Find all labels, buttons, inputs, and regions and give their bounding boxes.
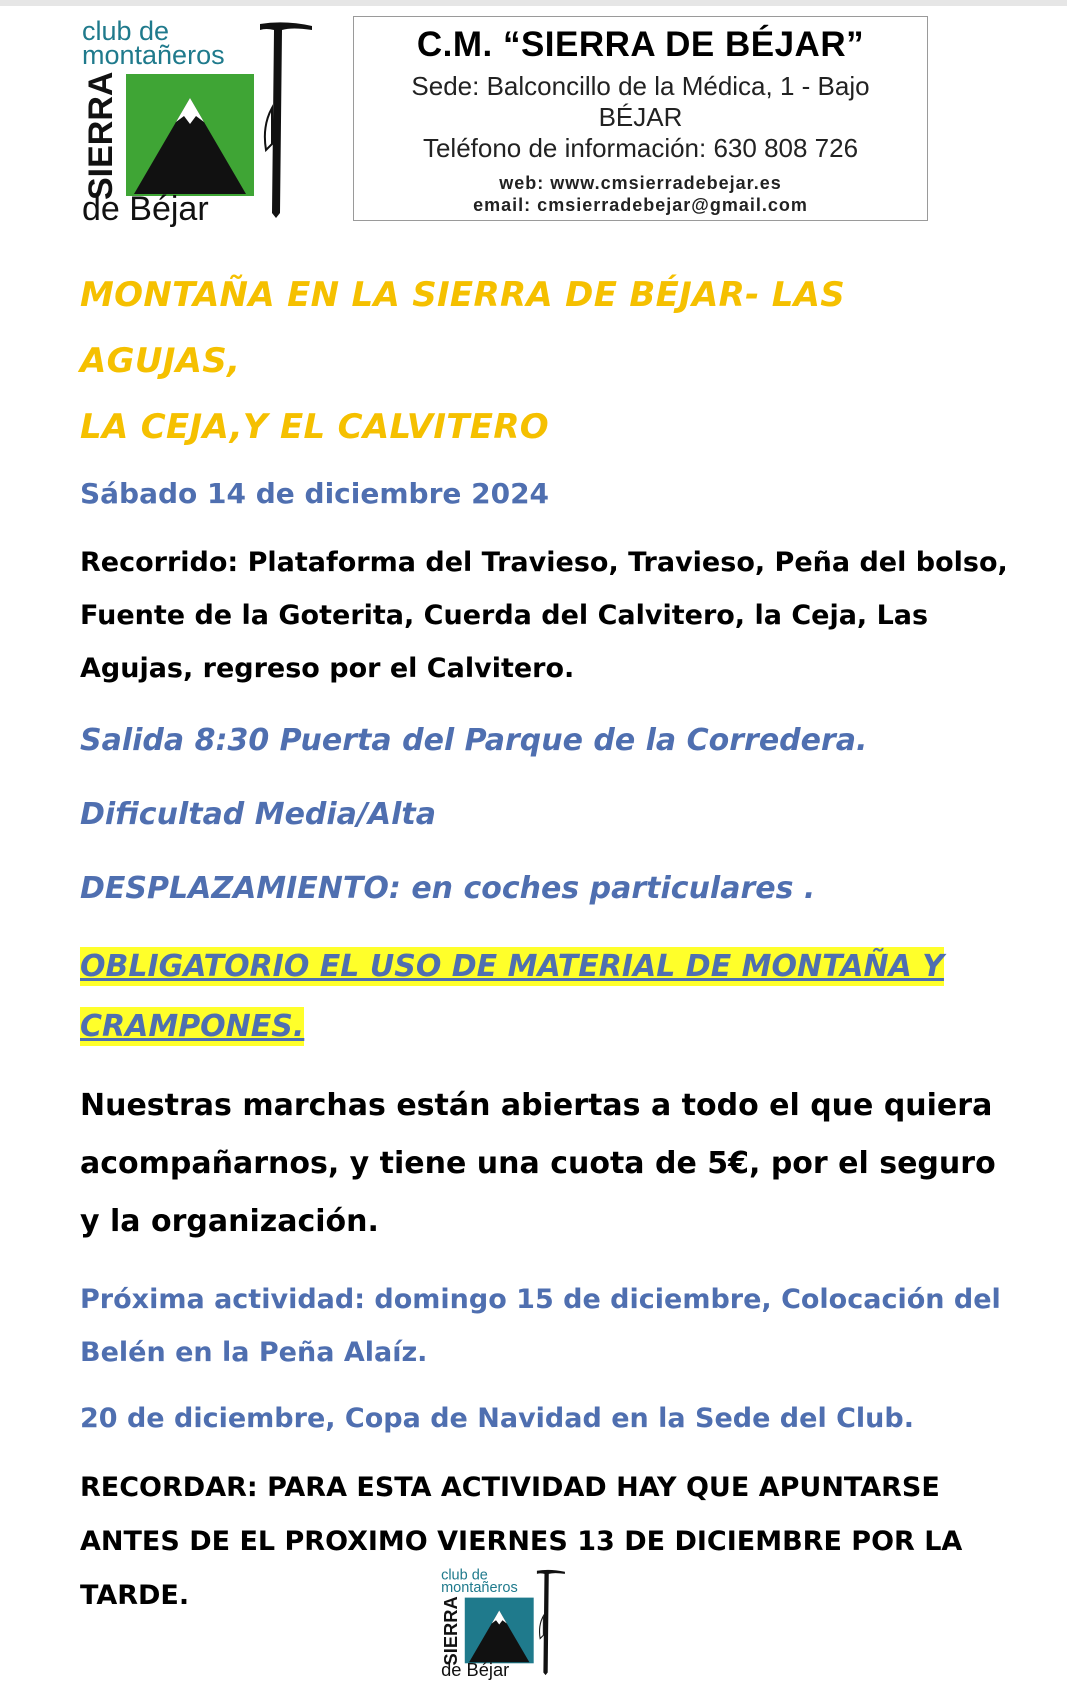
logo-vertical: SIERRA [82,71,120,200]
top-border [0,0,1067,6]
club-email: email: cmsierradebejar@gmail.com [473,195,808,215]
event-title [80,262,1010,460]
club-logo-graphic [80,18,340,228]
footer-ice-axe-strap [540,1616,544,1639]
event-transport: DESPLAZAMIENTO: en coches particulares . [80,871,816,906]
event-difficulty: Dificultad Media/Alta [80,797,436,832]
club-address: Sede: Balconcillo de la Médica, 1 - Bajo [411,71,870,101]
reminder: RECORDAR: PARA ESTA ACTIVIDAD HAY QUE APUNTARSE ANTES DE EL PROXIMO VIERNES 13 DE DICIEMBRE POR LA TARDE. [80,1472,963,1611]
event-date: Sábado 14 de diciembre 2024 [80,477,550,510]
next-activity: Próxima actividad: domingo 15 de diciembre, Colocación del Belén en la Peña Alaíz. [80,1284,1001,1368]
club-name: C.M. “SIERRA DE BÉJAR” [416,25,865,64]
logo-line1: club de [82,18,170,46]
ice-axe-strap [265,108,272,150]
club-logo [80,18,340,228]
club-phone: Teléfono de información: 630 808 726 [422,133,859,163]
event-title-line2: LA CEJA,Y EL CALVITERO [80,407,550,447]
event-title-line1: MONTAÑA EN LA SIERRA DE BÉJAR- LAS AGUJAS, [80,275,846,381]
footer-logo-graphic [440,1558,580,1690]
footer-logo-vertical: SIERRA [440,1596,462,1666]
footer-logo [440,1558,580,1690]
event-content [80,262,1010,1623]
club-info-box [353,16,928,221]
mandatory-notice-text: OBLIGATORIO EL USO DE MATERIAL DE MONTAÑA Y CRAMPONES. [80,949,944,1044]
event-route: Recorrido: Plataforma del Travieso, Travieso, Peña del bolso, Fuente de la Goterita, Cuerda del Calvitero, la Ceja, Las Agujas, regreso por el Calvitero. [80,547,1008,684]
club-city: BÉJAR [598,102,683,132]
logo-line2: montañeros [82,40,225,70]
footer-logo-line2: montañeros [441,1580,518,1597]
next-activity-2: 20 de diciembre, Copa de Navidad en la Sede del Club. [80,1403,914,1434]
event-departure: Salida 8:30 Puerta del Parque de la Corredera. [80,723,868,758]
mandatory-notice [80,937,1010,1057]
footer-logo-line1: club de [441,1567,488,1584]
footer-logo-bottom: de Béjar [441,1659,510,1681]
event-info: Nuestras marchas están abiertas a todo el que quiera acompañarnos, y tiene una cuota de 5€, por el seguro y la organización. [80,1088,996,1239]
club-web: web: www.cmsierradebejar.es [499,173,782,193]
logo-bottom: de Béjar [82,190,209,228]
